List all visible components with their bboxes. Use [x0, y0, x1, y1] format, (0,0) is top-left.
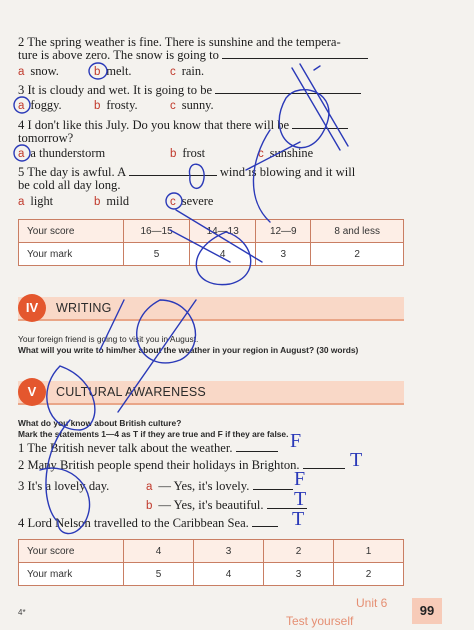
q5-option-a[interactable]: a light — [18, 194, 54, 208]
scribble-stroke — [100, 300, 196, 412]
q2-line1: 2 The spring weather is fine. There is sunshine and the tempera- — [18, 35, 341, 49]
q4-option-c[interactable]: c sunshine — [258, 146, 314, 160]
handwritten-mark-1: F — [290, 430, 302, 452]
scribble-stroke — [40, 420, 90, 534]
score-label: Your score — [19, 540, 124, 563]
q4-line2: tomorrow? — [18, 131, 74, 145]
q4-line1: 4 I don't like this July. Do you know that there will be — [18, 117, 348, 133]
score-cell: 14—13 — [190, 220, 256, 243]
mark-label: Your mark — [19, 243, 124, 266]
handwritten-mark-3a: F — [294, 468, 306, 490]
writing-instruction: Your foreign friend is going to visit you in August. — [18, 334, 199, 344]
score-label: Your score — [19, 220, 124, 243]
page-number: 99 — [412, 598, 442, 624]
handwritten-mark-3b: T — [294, 488, 307, 510]
q3-option-c[interactable]: c sunny. — [170, 98, 214, 112]
mark-cell: 4 — [194, 563, 264, 586]
q2-option-b[interactable]: b melt. — [94, 64, 132, 78]
handwritten-mark-2: T — [350, 449, 363, 471]
score-cell: 16—15 — [124, 220, 190, 243]
statement-3: 3 It's a lovely day. — [18, 479, 110, 493]
cultural-instruction: Mark the statements 1—4 as T if they are true and F if they are false. — [18, 429, 289, 439]
score-cell: 8 and less — [311, 220, 404, 243]
answer-circle — [14, 145, 30, 161]
scribble-stroke — [170, 210, 262, 262]
statement-4: 4 Lord Nelson travelled to the Caribbean Sea. — [18, 515, 278, 531]
answer-circle — [166, 193, 182, 209]
mark-label: Your mark — [19, 563, 124, 586]
writing-task: What will you write to him/her about the weather in your region in August? (30 words) — [18, 345, 359, 355]
q2-line2: ture is above zero. The snow is going to — [18, 47, 368, 63]
mark-cell: 2 — [334, 563, 404, 586]
answer-circle — [14, 97, 30, 113]
writing-badge: IV — [18, 294, 46, 322]
scribble-stroke — [246, 130, 300, 222]
q5-line1: 5 The day is awful. A wind is blowing and it will — [18, 165, 356, 179]
q2-option-a[interactable]: a snow. — [18, 64, 59, 78]
statement-1: 1 The British never talk about the weather. — [18, 440, 278, 456]
statement-2: 2 Many British people spend their holidays in Brighton. — [18, 457, 345, 473]
mark-cell: 5 — [124, 563, 194, 586]
statement-3b: b — Yes, it's beautiful. — [146, 497, 307, 514]
q4-option-a[interactable]: a a thunderstorm — [18, 146, 106, 160]
mark-cell: 5 — [124, 243, 190, 266]
q3-option-a[interactable]: a foggy. — [18, 98, 62, 112]
cultural-question: What do you know about British culture? — [18, 418, 182, 428]
q3-option-b[interactable]: b frosty. — [94, 98, 138, 112]
q5-line2: be cold all day long. — [18, 178, 121, 192]
cultural-title: CULTURAL AWARENESS — [56, 385, 206, 399]
score-cell: 3 — [194, 540, 264, 563]
scribble-stroke — [189, 164, 204, 188]
mark-cell: 2 — [311, 243, 404, 266]
mark-cell: 3 — [264, 563, 334, 586]
print-signature: 4* — [18, 608, 26, 617]
score-cell: 2 — [264, 540, 334, 563]
q2-option-c[interactable]: c rain. — [170, 64, 205, 78]
mark-cell: 3 — [256, 243, 311, 266]
q3-line1: 3 It is cloudy and wet. It is going to be — [18, 82, 361, 98]
scribble-stroke — [137, 300, 196, 363]
score-cell: 1 — [334, 540, 404, 563]
answer-circle — [89, 63, 107, 79]
cultural-badge: V — [18, 378, 46, 406]
writing-title: WRITING — [56, 301, 112, 315]
handwritten-mark-4: T — [292, 508, 305, 530]
mark-cell: 4 — [190, 243, 256, 266]
q5-option-c[interactable]: c severe — [170, 194, 214, 208]
q5-option-b[interactable]: b mild — [94, 194, 130, 208]
score-cell: 12—9 — [256, 220, 311, 243]
statement-3a: a — Yes, it's lovely. — [146, 478, 293, 495]
score-cell: 4 — [124, 540, 194, 563]
section-label: Test yourself — [286, 614, 354, 628]
q4-option-b[interactable]: b frost — [170, 146, 206, 160]
scribble-stroke — [47, 366, 95, 430]
unit-label: Unit 6 — [356, 596, 388, 610]
